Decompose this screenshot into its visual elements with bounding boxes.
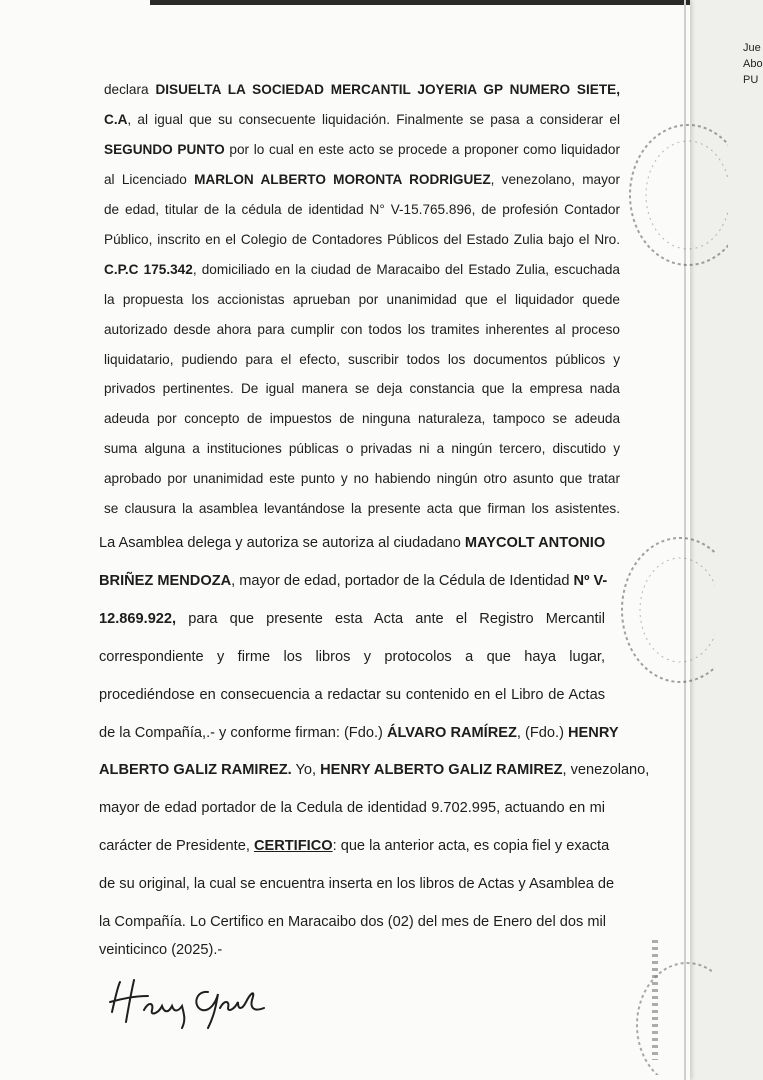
text-segment: veinticinco (2025).- xyxy=(99,942,223,958)
text-segment: se clausura la asamblea levantándose la presente acta que firman los asistentes. xyxy=(104,501,620,516)
text-segment: BRIÑEZ MENDOZA xyxy=(99,573,232,589)
text-segment: ALBERTO GALIZ RAMIREZ. xyxy=(99,762,292,778)
text-segment: Nº V- xyxy=(573,573,608,589)
text-segment: suma alguna a instituciones públicas o privadas ni a ningún tercero, discutido y xyxy=(104,441,620,456)
scan-top-edge xyxy=(150,0,690,5)
text-segment: adeuda por concepto de impuestos de ninguna naturaleza, tampoco se adeuda xyxy=(104,411,620,426)
margin-marks xyxy=(652,940,658,1060)
text-line xyxy=(104,471,620,486)
fragment-line: Abo xyxy=(743,58,763,70)
text-line xyxy=(104,142,620,157)
text-line xyxy=(104,262,620,277)
text-line xyxy=(99,611,605,627)
text-segment: , domiciliado en la ciudad de Maracaibo del Estado Zulia, escuchada xyxy=(192,262,620,277)
text-segment: , venezolano, mayor xyxy=(490,172,620,187)
text-segment: CERTIFICO xyxy=(253,838,333,854)
text-line xyxy=(104,381,620,396)
text-segment: autorizado desde ahora para cumplir con todos los tramites inherentes al proceso xyxy=(104,322,620,337)
text-segment: procediéndose en consecuencia a redactar su contenido en el Libro de Actas xyxy=(99,687,605,703)
text-segment: C.P.C 175.342 xyxy=(104,262,193,277)
text-line xyxy=(99,942,605,958)
text-line xyxy=(99,876,615,892)
adjacent-page-fragment xyxy=(743,40,763,88)
text-segment: , venezolano, xyxy=(562,762,650,778)
text-line xyxy=(104,232,620,247)
seal-stamp-middle xyxy=(605,530,715,690)
text-segment: carácter de Presidente, xyxy=(99,838,254,854)
text-segment: , mayor de edad, portador de la Cédula de Identidad xyxy=(231,573,574,589)
text-line xyxy=(104,322,620,337)
text-segment: por lo cual en este acto se procede a proponer como liquidador xyxy=(224,142,620,157)
text-segment: Yo, xyxy=(291,762,321,778)
text-line xyxy=(99,838,610,854)
text-line xyxy=(99,687,605,703)
text-segment: HENRY xyxy=(568,725,619,741)
text-line xyxy=(104,352,620,367)
text-segment: MAYCOLT ANTONIO xyxy=(464,535,606,551)
fragment-line: PU xyxy=(743,74,759,86)
text-segment: liquidatario, pudiendo para el efecto, suscribir todos los documentos públicos y xyxy=(104,352,620,367)
text-line xyxy=(104,501,620,516)
fragment-line: Jue xyxy=(743,42,761,54)
text-segment: C.A xyxy=(104,112,128,127)
text-segment: al Licenciado xyxy=(104,172,195,187)
text-segment: , al igual que su consecuente liquidación. Finalmente se pasa a considerar el xyxy=(127,112,620,127)
text-line xyxy=(99,573,608,589)
text-line xyxy=(104,292,620,307)
text-line xyxy=(99,914,605,930)
text-line xyxy=(104,112,620,127)
text-segment: de su original, la cual se encuentra inserta en los libros de Actas y Asamblea de xyxy=(99,876,615,892)
text-line xyxy=(104,172,620,187)
text-segment: correspondiente y firme los libros y protocolos a que haya lugar, xyxy=(99,649,605,665)
text-segment: La Asamblea delega y autoriza se autoriza al ciudadano xyxy=(99,535,465,551)
seal-stamp-bottom xyxy=(612,950,712,1075)
text-segment: la propuesta los accionistas aprueban por unanimidad que el liquidador quede xyxy=(104,292,620,307)
seal-stamp-top xyxy=(618,120,728,270)
text-segment: DISUELTA LA SOCIEDAD MERCANTIL JOYERIA GP NUMERO SIETE, xyxy=(155,82,620,97)
text-segment: HENRY ALBERTO GALIZ RAMIREZ xyxy=(320,762,563,778)
text-segment: MARLON ALBERTO MORONTA RODRIGUEZ xyxy=(194,172,491,187)
text-segment: declara xyxy=(104,82,156,97)
text-line xyxy=(104,82,620,97)
text-segment: mayor de edad portador de la Cedula de identidad 9.702.995, actuando en mi xyxy=(99,800,605,816)
text-line xyxy=(104,202,620,217)
text-line xyxy=(104,411,620,426)
text-line xyxy=(99,649,605,665)
text-segment: de edad, titular de la cédula de identidad N° V-15.765.896, de profesión Contador xyxy=(104,202,620,217)
text-segment: aprobado por unanimidad este punto y no habiendo ningún otro asunto que tratar xyxy=(104,471,620,486)
text-segment: : que la anterior acta, es copia fiel y exacta xyxy=(332,838,610,854)
text-segment: 12.869.922, xyxy=(99,611,177,627)
text-segment: para que presente esta Acta ante el Registro Mercantil xyxy=(176,611,605,627)
text-line xyxy=(99,535,605,551)
text-line xyxy=(104,441,620,456)
text-line xyxy=(99,800,605,816)
signature xyxy=(104,972,274,1032)
text-segment: la Compañía. Lo Certifico en Maracaibo dos (02) del mes de Enero del dos mil xyxy=(99,914,606,930)
text-line xyxy=(99,725,619,741)
text-segment: Público, inscrito en el Colegio de Contadores Públicos del Estado Zulia bajo el Nro. xyxy=(104,232,620,247)
text-line xyxy=(99,762,650,778)
text-segment: de la Compañía,.- y conforme firman: (Fdo.) xyxy=(99,725,387,741)
text-segment: privados pertinentes. De igual manera se deja constancia que la empresa nada xyxy=(104,381,620,396)
text-segment: , (Fdo.) xyxy=(516,725,569,741)
text-segment: SEGUNDO PUNTO xyxy=(104,142,225,157)
text-segment: ÁLVARO RAMÍREZ xyxy=(386,725,517,741)
